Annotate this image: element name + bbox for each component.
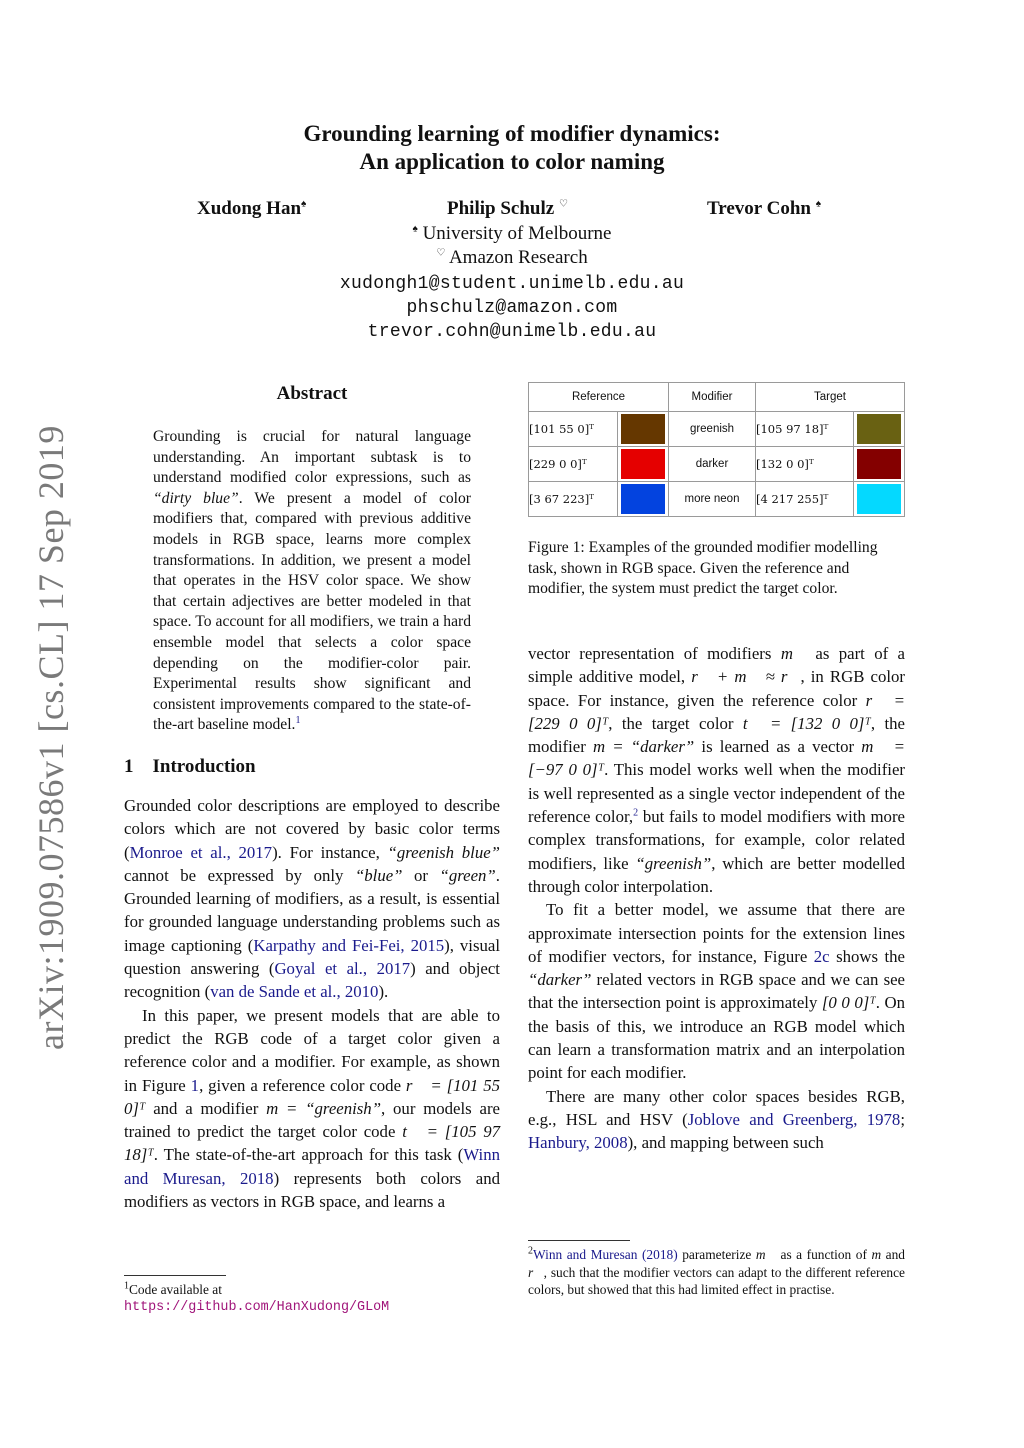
affiliation-melbourne: ♠ University of Melbourne bbox=[412, 223, 612, 244]
spade-mark: ♠ bbox=[301, 198, 307, 210]
paper-title bbox=[0, 120, 1024, 176]
target-color-swatch bbox=[857, 414, 901, 444]
email-han[interactable]: xudongh1@student.unimelb.edu.au bbox=[339, 274, 685, 294]
affiliation-amazon: ♡ Amazon Research bbox=[436, 247, 588, 268]
header-target: Target bbox=[756, 383, 905, 412]
cite-monroe[interactable]: Monroe et al., 2017 bbox=[129, 842, 273, 862]
abstract-heading: Abstract bbox=[276, 383, 348, 404]
cite-winn-footnote[interactable]: Winn and Muresan bbox=[533, 1247, 638, 1262]
spade-mark: ♠ bbox=[815, 198, 822, 210]
target-color-swatch bbox=[857, 484, 901, 514]
figure-1-table bbox=[528, 382, 905, 517]
target-vector: [4 217 255]ᵀ bbox=[756, 482, 854, 517]
equation-additive: r⃗ + m⃗ ≈ r⃗ bbox=[691, 667, 801, 687]
cite-karpathy[interactable]: Karpathy and Fei-Fei, 2015 bbox=[253, 935, 445, 955]
equation-m: m = “greenish” bbox=[266, 1098, 382, 1118]
table-row bbox=[529, 447, 905, 482]
footnote-rule bbox=[528, 1240, 630, 1241]
cite-vandesande[interactable]: van de Sande et al., 2010 bbox=[210, 982, 379, 1002]
right-column-body bbox=[528, 642, 905, 1155]
target-vector: [105 97 18]ᵀ bbox=[756, 412, 854, 447]
equation-t: t⃗ = [105 97 18]ᵀ bbox=[124, 1122, 501, 1165]
target-color-swatch bbox=[857, 449, 901, 479]
author-cohn: Trevor Cohn ♠ bbox=[707, 198, 822, 219]
email-schulz[interactable]: phschulz@amazon.com bbox=[406, 298, 618, 318]
title-line-1: Grounding learning of modifier dynamics: bbox=[303, 121, 721, 146]
ref-vector: [229 0 0]ᵀ bbox=[529, 447, 618, 482]
header-reference: Reference bbox=[529, 383, 669, 412]
right-paragraph-3: There are many other color spaces besides RGB, e.g., HSL and HSV (Joblove and Greenberg, 1978; Hanbury, 2008), and mapping between such bbox=[528, 1086, 905, 1153]
author-han: Xudong Han♠ bbox=[197, 198, 307, 219]
ref-vector: [3 67 223]ᵀ bbox=[529, 482, 618, 517]
intro-paragraph-2: In this paper, we present models that are able to predict the RGB code of a target color given a reference color and a modifier. For example, as shown in Figure 1, given a reference color code r⃗ = [101 55 0]ᵀ and a modifier m = “greenish”, our models are trained to predict the target color code t⃗ = [105 97 18]ᵀ. The state-of-the-art approach for this task (Winn and Muresan, 2018) represents both colors and modifiers as vectors in RGB space, and learns a bbox=[124, 1005, 501, 1212]
figure-ref-1[interactable]: 1 bbox=[190, 1075, 200, 1095]
ref-color-swatch bbox=[621, 449, 665, 479]
table-row bbox=[529, 412, 905, 447]
equation-r: r⃗ = [101 55 0]ᵀ bbox=[124, 1075, 500, 1118]
footnote-url[interactable]: https://github.com/HanXudong/GLoM bbox=[124, 1299, 390, 1315]
table-row bbox=[529, 482, 905, 517]
cite-goyal[interactable]: Goyal et al., 2017 bbox=[274, 959, 411, 979]
modifier-label: more neon bbox=[669, 482, 756, 517]
figure-1 bbox=[528, 382, 905, 517]
ref-vector: [101 55 0]ᵀ bbox=[529, 412, 618, 447]
footnote-ref-2[interactable]: 2 bbox=[633, 807, 639, 819]
equation-m-vector: m⃗ = [−97 0 0]ᵀ bbox=[528, 737, 905, 780]
modifier-label: darker bbox=[669, 447, 756, 482]
header-modifier: Modifier bbox=[669, 383, 756, 412]
target-vector: [132 0 0]ᵀ bbox=[756, 447, 854, 482]
modifier-label: greenish bbox=[669, 412, 756, 447]
equation-t: t⃗ = [132 0 0]ᵀ bbox=[742, 713, 871, 733]
cite-winn[interactable]: Winn and Muresan, 2018 bbox=[124, 1145, 500, 1188]
heart-mark: ♡ bbox=[558, 198, 568, 210]
arxiv-id: arXiv:1909.07586v1 [cs.CL] 17 Sep 2019 bbox=[31, 425, 71, 1050]
intro-paragraph-1: Grounded color descriptions are employed to describe colors which are not covered by basic color terms (Monroe et al., 2017). For instance, “greenish blue” cannot be expressed by only “blue” or “green”. Grounded learning of modifiers, as a result, is essential for grounded language understanding problems such as image captioning (Karpathy and Fei-Fei, 2015), visual question answering (Goyal et al., 2017) and object recognition (van de Sande et al., 2010). bbox=[124, 796, 500, 1002]
equation-m: m = “darker” bbox=[592, 737, 695, 757]
ref-color-swatch bbox=[621, 484, 665, 514]
footnote-rule bbox=[124, 1275, 226, 1276]
abstract-text: Grounding is crucial for natural language understanding. An important subtask is to understand modified color expressions, such as “dirty blue”. We present a model of color modifiers that, compared with previous additive models in RGB space, learns more complex transformations. In addition, we present a model that operates in the HSV color space. We show that certain adjectives are better modeled in that space. To account for all modifiers, we train a hard ensemble model that selects a color space depending on the modifier-color pair. Experimental results show significant and consistent improvements compared to the state-of-the-art baseline model.$^1$ bbox=[153, 428, 471, 734]
footnote-2: $^2$Winn and Muresan (2018) parameterize m⃗ as a function of m and r⃗, such that the modifier vectors can adapt to the different reference colors, but showed that this had limited effect in practise. bbox=[528, 1245, 906, 1297]
footnote-1: $^1$Code available at https://github.com/HanXudong/GLoM bbox=[124, 1281, 500, 1316]
equation-zero: [0 0 0]ᵀ bbox=[821, 993, 876, 1013]
author-schulz: Philip Schulz ♡ bbox=[447, 198, 568, 219]
title-line-2: An application to color naming bbox=[359, 149, 665, 174]
section-heading-introduction: 1 Introduction bbox=[124, 756, 256, 777]
ref-color-swatch bbox=[621, 414, 665, 444]
intro-body bbox=[124, 794, 500, 1213]
right-paragraph-1: vector representation of modifiers m⃗ as part of a simple additive model, r⃗ + m⃗ ≈ r⃗, in RGB color space. For instance, given the reference color r⃗ = [229 0 0]ᵀ, the target color t⃗ = [132 0 0]ᵀ, the modifier m = “darker” is learned as a vector m⃗ = [−97 0 0]ᵀ. This model works well when the modifier is well represented as a single vector independent of the reference color,$^2$ but fails to model modifiers with more complex transformations, for example, color related modifiers, like “greenish”, which are better modelled through color interpolation. bbox=[528, 644, 906, 896]
figure-1-caption: Figure 1: Examples of the grounded modifier modelling task, shown in RGB space. Given the reference and modifier, the system must predict the target color. bbox=[528, 539, 878, 598]
abstract-body bbox=[153, 427, 471, 736]
figure-ref-2c[interactable]: 2c bbox=[813, 946, 830, 966]
footnote-ref-1[interactable]: 1 bbox=[295, 715, 301, 727]
cite-hanbury[interactable]: Hanbury, 2008 bbox=[528, 1133, 628, 1153]
right-paragraph-2: To fit a better model, we assume that there are approximate intersection points for the extension lines of modifier vectors, for instance, Figure 2c shows the “darker” related vectors in RGB space and we can see that the intersection point is approximately [0 0 0]ᵀ. On the basis of this, we introduce an RGB model which can learn a transformation matrix and an interpolation point for each modifier. bbox=[528, 900, 905, 1083]
cite-joblove[interactable]: Joblove and Greenberg, 1978 bbox=[687, 1109, 901, 1129]
table-header-row bbox=[529, 383, 905, 412]
email-cohn[interactable]: trevor.cohn@unimelb.edu.au bbox=[367, 322, 657, 342]
equation-r: r⃗ = [229 0 0]ᵀ bbox=[528, 690, 905, 733]
